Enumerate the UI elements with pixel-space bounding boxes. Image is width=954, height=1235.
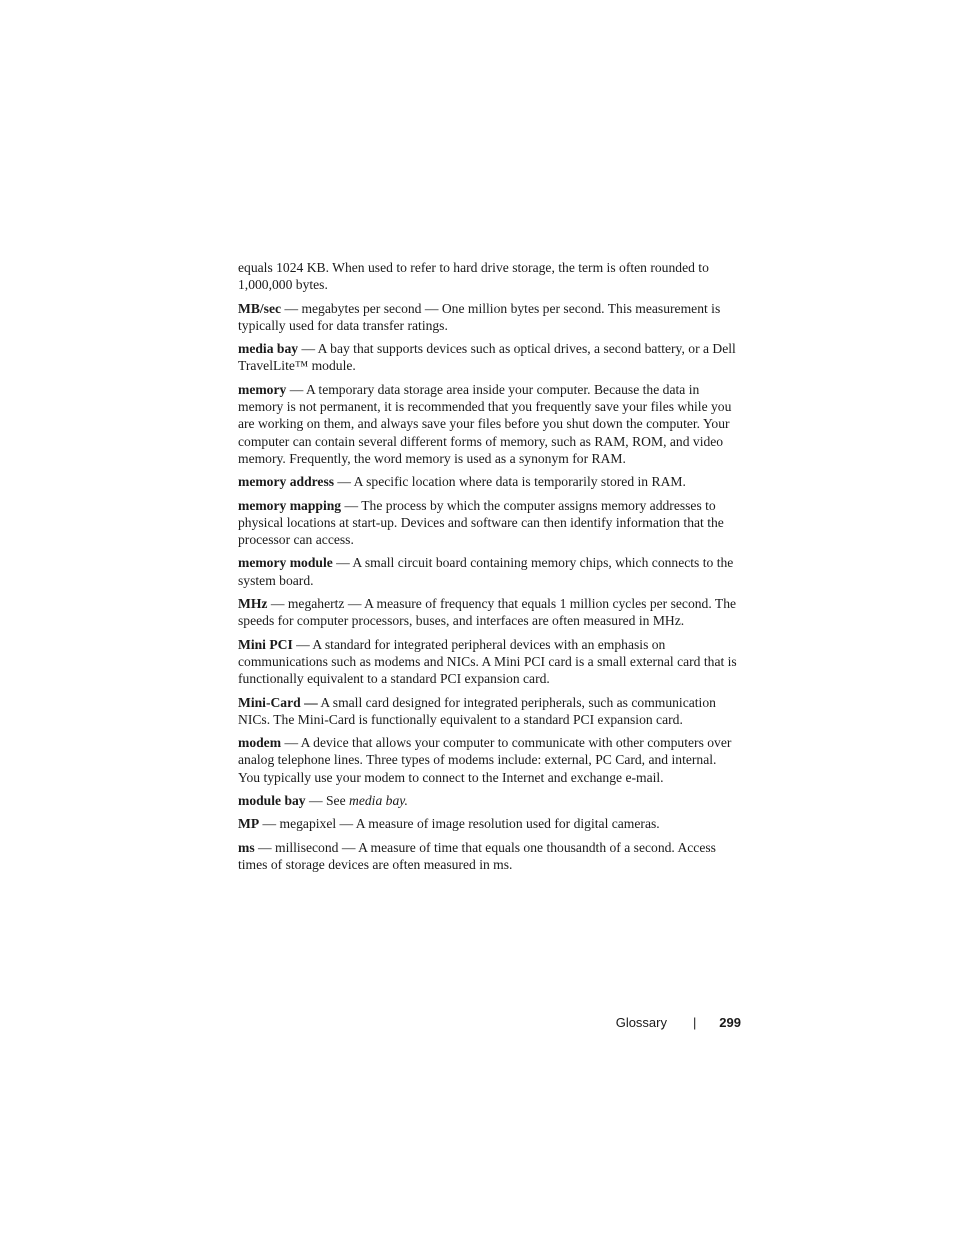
entry-definition: A small card designed for integrated peripherals, such as communication NICs. The Mini-Card is functionally equivalent to a standard PCI expansion card. [238,694,716,727]
entry-term: modem [238,735,282,751]
glossary-entry-module-bay [238,792,738,809]
glossary-entry-mhz [238,595,738,630]
glossary-entry-modem [238,734,738,786]
entry-definition: — A device that allows your computer to communicate with other computers over analog telephone lines. Three types of modems include: external, PC Card, and internal. You typically use your modem to connect to the Internet and exchange e-mail. [238,735,732,785]
glossary-entry-mini-pci [238,636,738,688]
glossary-entry-memory-address [238,473,738,490]
entry-term: Mini PCI [238,636,293,652]
glossary-entry-memory [238,381,738,467]
entry-term: memory address [238,474,335,490]
glossary-entry-memory-module [238,554,738,589]
entry-term: Mini-Card — [238,694,318,710]
glossary-entry-ms [238,839,738,874]
entry-definition: — A bay that supports devices such as optical drives, a second battery, or a Dell TravelLite™ module. [238,341,736,374]
entry-definition: — A standard for integrated peripheral devices with an emphasis on communications such as modems and NICs. A Mini PCI card is a small external card that is functionally equivalent to a standard PCI expansion card. [238,636,737,687]
glossary-entry-memory-mapping [238,497,738,549]
footer-section-title: Glossary [615,1015,667,1030]
page-number: 299 [719,1015,741,1030]
entry-definition: — megapixel — A measure of image resolution used for digital cameras. [259,816,660,832]
entry-definition: — A temporary data storage area inside your computer. Because the data in memory is not permanent, it is recommended that you frequently save your files while you are working on them, and always save your files before you shut down the computer. Your computer can contain several different forms of memory, such as RAM, ROM, and video memory. Frequently, the word memory is used as a synonym for RAM. [238,381,732,466]
entry-term: MP [238,816,260,832]
intro-paragraph: equals 1024 KB. When used to refer to hard drive storage, the term is often rounded to 1,000,000 bytes. [238,260,709,293]
glossary-entry-mp [238,815,738,832]
entry-definition: — megabytes per second — One million bytes per second. This measurement is typically used for data transfer ratings. [238,300,721,333]
page-footer [0,1015,741,1035]
cross-reference: media bay. [349,793,408,809]
glossary-body [238,259,738,879]
entry-definition: — The process by which the computer assigns memory addresses to physical locations at start-up. Devices and software can then identify information that the processor can access. [238,497,724,548]
entry-term: ms [238,839,255,855]
glossary-entry-mini-card [238,694,738,729]
entry-term: memory module [238,555,333,571]
entry-definition: — A small circuit board containing memory chips, which connects to the system board. [238,555,734,588]
entry-term: media bay [238,341,299,357]
entry-term: memory mapping [238,497,342,513]
entry-definition: — megahertz — A measure of frequency that equals 1 million cycles per second. The speeds for computer processors, buses, and interfaces are often measured in MHz. [238,596,737,629]
glossary-entry-mb-sec [238,300,738,335]
entry-definition: — See [305,793,350,809]
footer-separator: | [693,1015,697,1030]
entry-definition: — A specific location where data is temporarily stored in RAM. [334,474,686,490]
glossary-entry-media-bay [238,340,738,375]
entry-term: MHz [238,596,268,612]
entry-term: module bay [238,793,306,809]
entry-term: MB/sec [238,300,282,316]
entry-term: memory [238,381,287,397]
entry-definition: — millisecond — A measure of time that equals one thousandth of a second. Access times of storage devices are often measured in ms. [238,839,716,872]
